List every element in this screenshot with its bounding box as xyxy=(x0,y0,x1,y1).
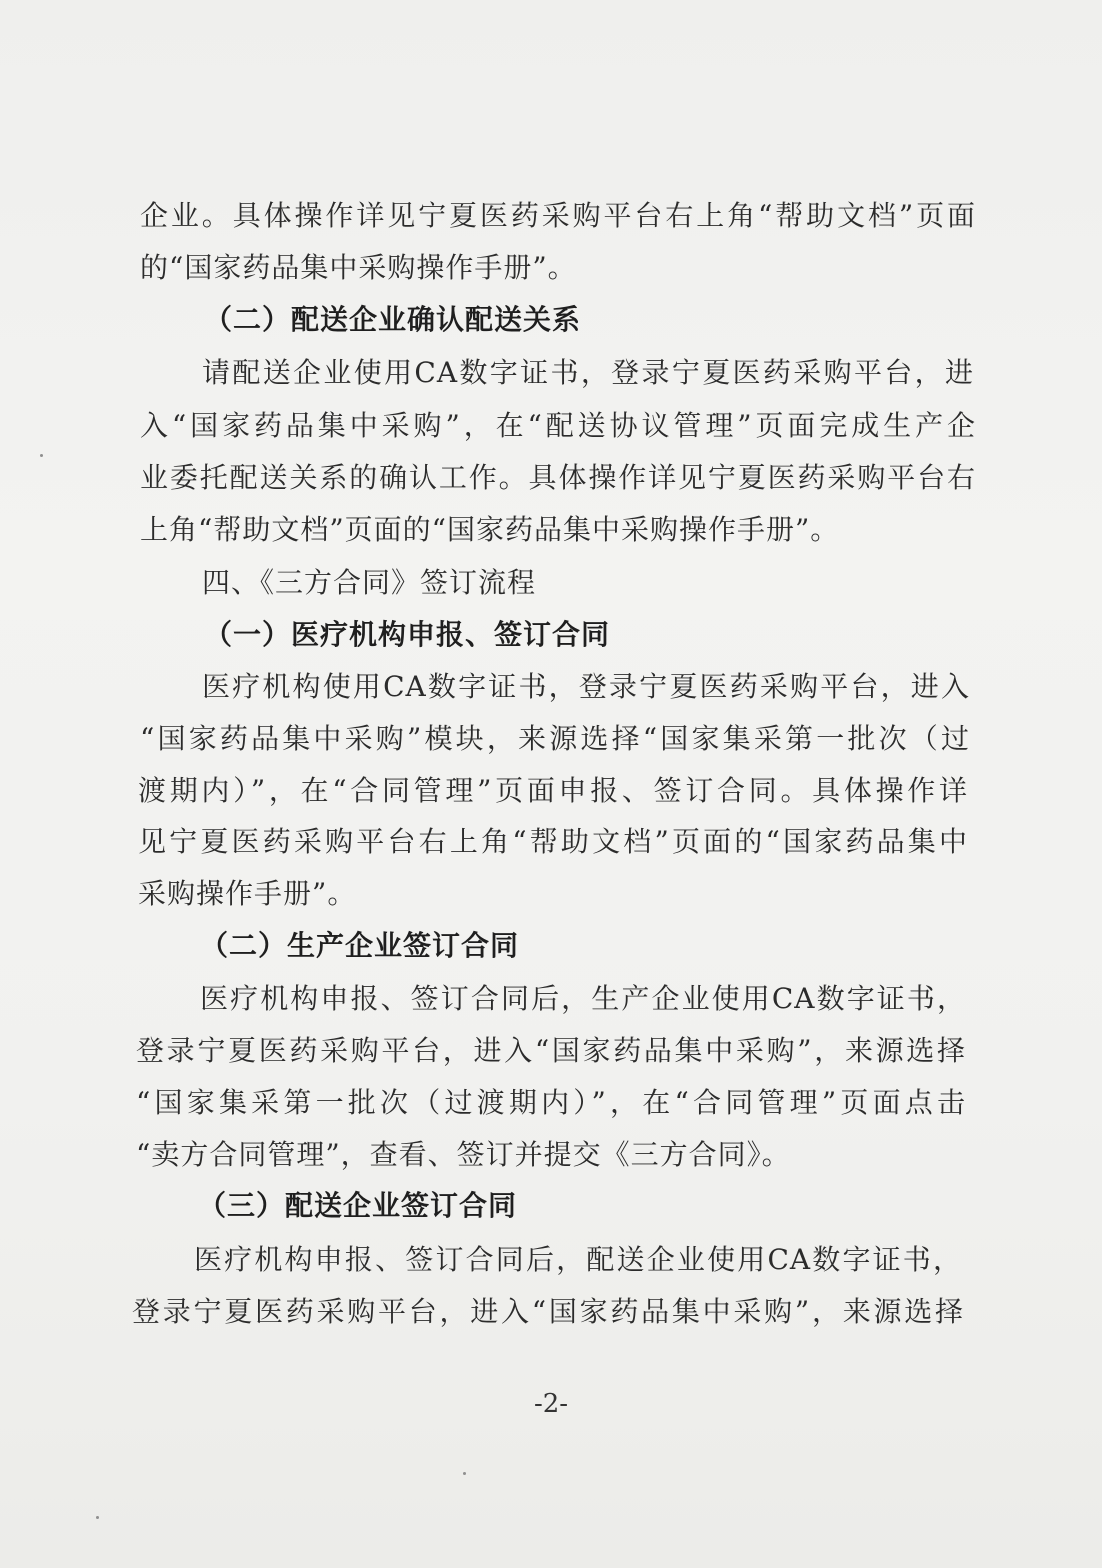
body-line: 请配送企业使用CA数字证书，登录宁夏医药采购平台，进 xyxy=(202,356,974,389)
body-line: 医疗机构申报、签订合同后，配送企业使用CA数字证书， xyxy=(194,1243,962,1276)
body-line: 医疗机构使用CA数字证书，登录宁夏医药采购平台，进入 xyxy=(202,670,970,703)
body-line: 见宁夏医药采购平台右上角“帮助文档”页面的“国家药品集中 xyxy=(138,825,968,858)
scan-speck xyxy=(463,1472,466,1475)
body-line: “国家集采第一批次（过渡期内）”，在“合同管理”页面点击 xyxy=(136,1086,966,1119)
subsection-heading: （三）配送企业签订合同 xyxy=(198,1189,518,1222)
body-line: 企业。具体操作详见宁夏医药采购平台右上角“帮助文档”页面 xyxy=(140,199,976,232)
body-line: 医疗机构申报、签订合同后，生产企业使用CA数字证书， xyxy=(200,982,966,1015)
body-line: 入“国家药品集中采购”，在“配送协议管理”页面完成生产企 xyxy=(140,409,976,442)
subsection-heading: （一）医疗机构申报、签订合同 xyxy=(204,618,611,651)
section-heading: 四、《三方合同》签订流程 xyxy=(202,566,537,599)
scan-speck xyxy=(40,454,43,457)
page-number: -2- xyxy=(533,1389,569,1419)
body-line: 的“国家药品集中采购操作手册”。 xyxy=(140,251,577,284)
body-line: 渡期内）”，在“合同管理”页面申报、签订合同。具体操作详 xyxy=(138,774,968,807)
body-line: 采购操作手册”。 xyxy=(138,877,357,910)
body-line: 登录宁夏医药采购平台，进入“国家药品集中采购”，来源选择 xyxy=(136,1034,966,1067)
body-line: 上角“帮助文档”页面的“国家药品集中采购操作手册”。 xyxy=(140,513,840,546)
body-line: “卖方合同管理”，查看、签订并提交《三方合同》。 xyxy=(136,1138,791,1171)
subsection-heading: （二）生产企业签订合同 xyxy=(200,929,520,962)
body-line: 登录宁夏医药采购平台，进入“国家药品集中采购”，来源选择 xyxy=(132,1295,964,1328)
body-line: 业委托配送关系的确认工作。具体操作详见宁夏医药采购平台右 xyxy=(140,461,976,494)
body-line: “国家药品集中采购”模块，来源选择“国家集采第一批次（过 xyxy=(140,722,970,755)
subsection-heading: （二）配送企业确认配送关系 xyxy=(204,303,582,336)
scan-speck xyxy=(96,1516,99,1519)
